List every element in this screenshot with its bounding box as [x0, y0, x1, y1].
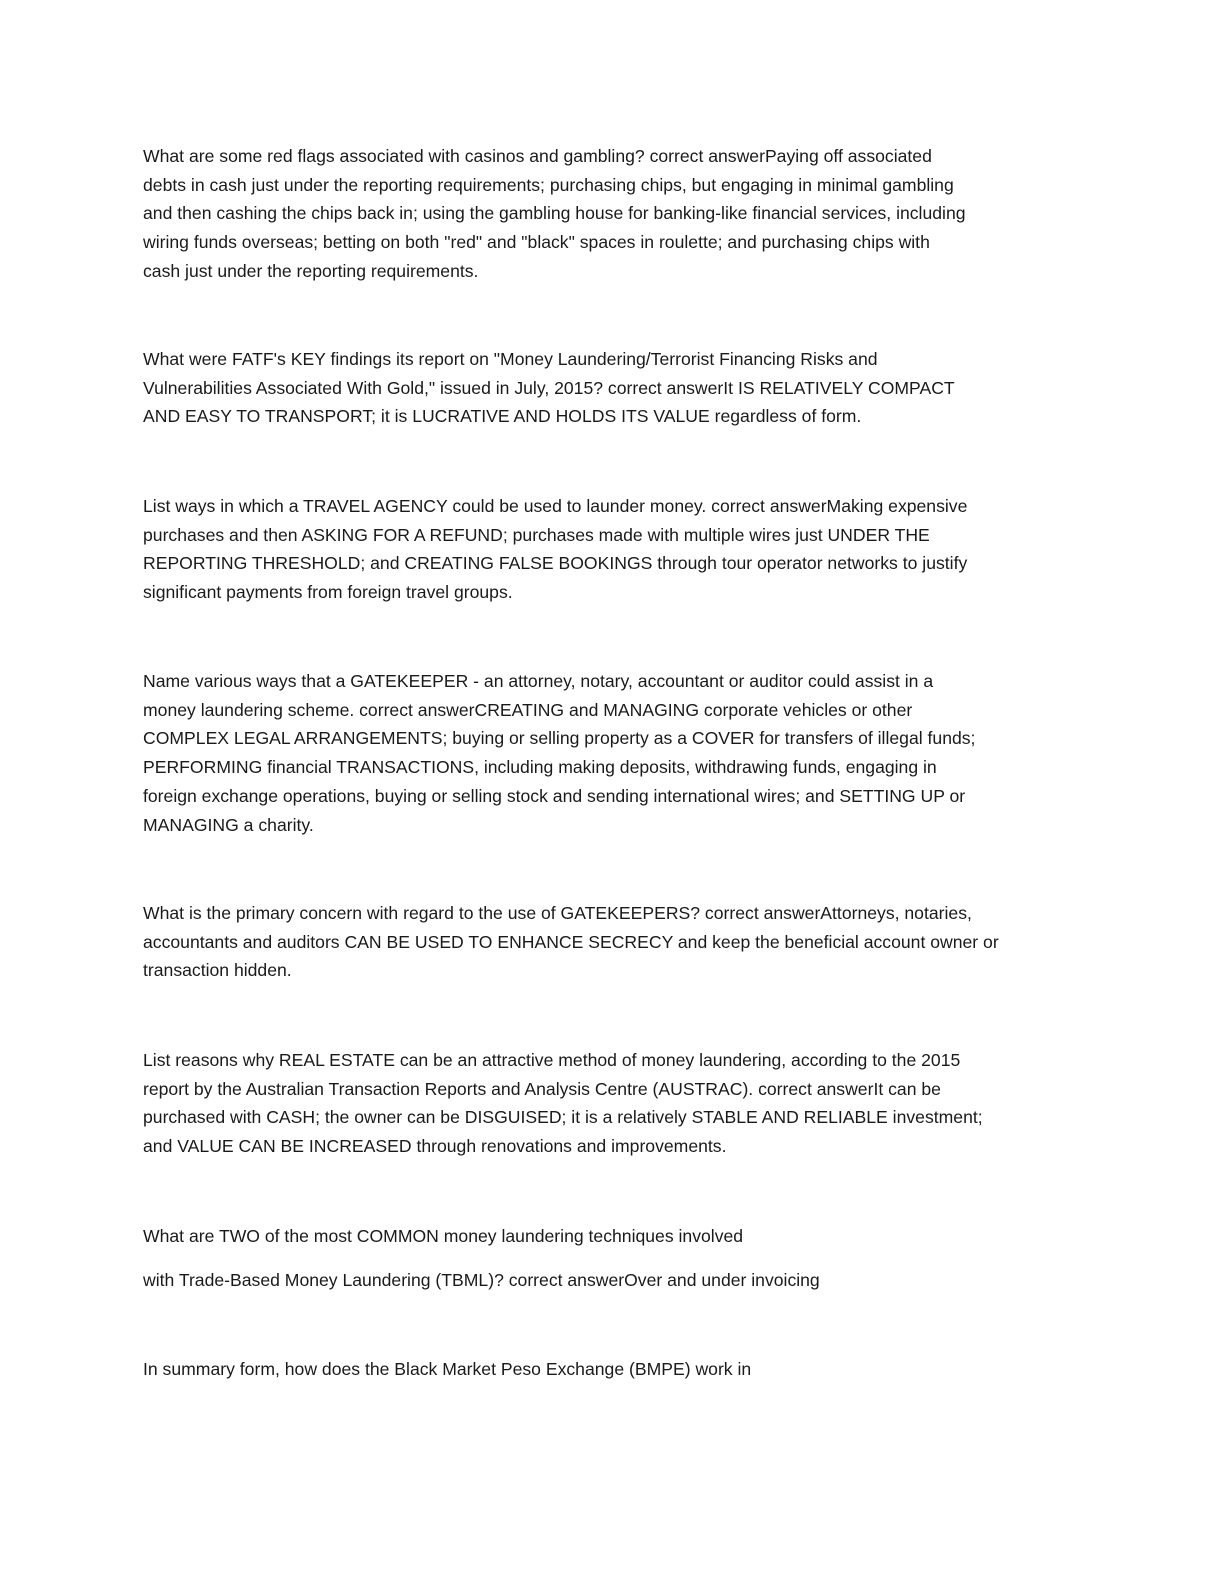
text-line: In summary form, how does the Black Market Peso Exchange (BMPE) work in [143, 1359, 752, 1379]
text-line: wiring funds overseas; betting on both "red" and "black" spaces in roulette; and purchasing chips with [143, 232, 930, 253]
text-line: Name various ways that a GATEKEEPER - an attorney, notary, accountant or auditor could assist in a [143, 671, 934, 691]
text-line: report by the Australian Transaction Reports and Analysis Centre (AUSTRAC). correct answerIt can be [143, 1078, 941, 1099]
qa-paragraph-tbml-question [143, 1222, 743, 1251]
text-line: with Trade-Based Money Laundering (TBML)? correct answerOver and under invoicing [143, 1270, 820, 1290]
text-line: and VALUE CAN BE INCREASED through renovations and improvements. [143, 1136, 727, 1157]
text-line: What were FATF's KEY findings its report on "Money Laundering/Terrorist Financing Risks and [143, 349, 878, 369]
text-line: What is the primary concern with regard to the use of GATEKEEPERS? correct answerAttorneys, notaries, [143, 903, 972, 923]
text-line: cash just under the reporting requirements. [143, 260, 479, 281]
qa-paragraph-real-estate [143, 1046, 983, 1161]
qa-paragraph-gatekeeper-concern [143, 899, 999, 985]
text-line: List reasons why REAL ESTATE can be an attractive method of money laundering, according to the 2015 [143, 1050, 961, 1070]
qa-paragraph-casinos [143, 142, 966, 286]
qa-paragraph-travel-agency [143, 492, 967, 607]
text-line: debts in cash just under the reporting requirements; purchasing chips, but engaging in minimal gambling [143, 174, 954, 195]
text-line: What are some red flags associated with casinos and gambling? correct answerPaying off associated [143, 146, 932, 166]
text-line: PERFORMING financial TRANSACTIONS, including making deposits, withdrawing funds, engaging in [143, 757, 937, 778]
qa-paragraph-tbml-answer [143, 1266, 820, 1295]
text-line: and then cashing the chips back in; using the gambling house for banking-like financial services, including [143, 203, 966, 224]
text-line: AND EASY TO TRANSPORT; it is LUCRATIVE AND HOLDS ITS VALUE regardless of form. [143, 406, 862, 427]
text-line: List ways in which a TRAVEL AGENCY could be used to launder money. correct answerMaking expensive [143, 496, 968, 516]
text-line: money laundering scheme. correct answerCREATING and MANAGING corporate vehicles or other [143, 699, 913, 720]
text-line: significant payments from foreign travel groups. [143, 582, 513, 603]
text-line: MANAGING a charity. [143, 814, 314, 835]
qa-paragraph-fatf-gold [143, 345, 955, 431]
text-line: purchased with CASH; the owner can be DISGUISED; it is a relatively STABLE AND RELIABLE investment; [143, 1107, 983, 1128]
text-line: Vulnerabilities Associated With Gold," issued in July, 2015? correct answerIt IS RELATIVELY COMPACT [143, 377, 955, 398]
text-line: purchases and then ASKING FOR A REFUND; purchases made with multiple wires just UNDER THE [143, 524, 930, 545]
text-line: foreign exchange operations, buying or selling stock and sending international wires; and SETTING UP or [143, 785, 966, 806]
text-line: transaction hidden. [143, 960, 292, 981]
qa-paragraph-gatekeeper-ways [143, 667, 975, 839]
qa-paragraph-bmpe [143, 1355, 751, 1384]
text-line: COMPLEX LEGAL ARRANGEMENTS; buying or selling property as a COVER for transfers of illegal funds; [143, 728, 976, 749]
text-line: accountants and auditors CAN BE USED TO ENHANCE SECRECY and keep the beneficial account owner or [143, 931, 999, 952]
text-line: What are TWO of the most COMMON money laundering techniques involved [143, 1226, 744, 1246]
text-line: REPORTING THRESHOLD; and CREATING FALSE BOOKINGS through tour operator networks to justify [143, 553, 968, 574]
